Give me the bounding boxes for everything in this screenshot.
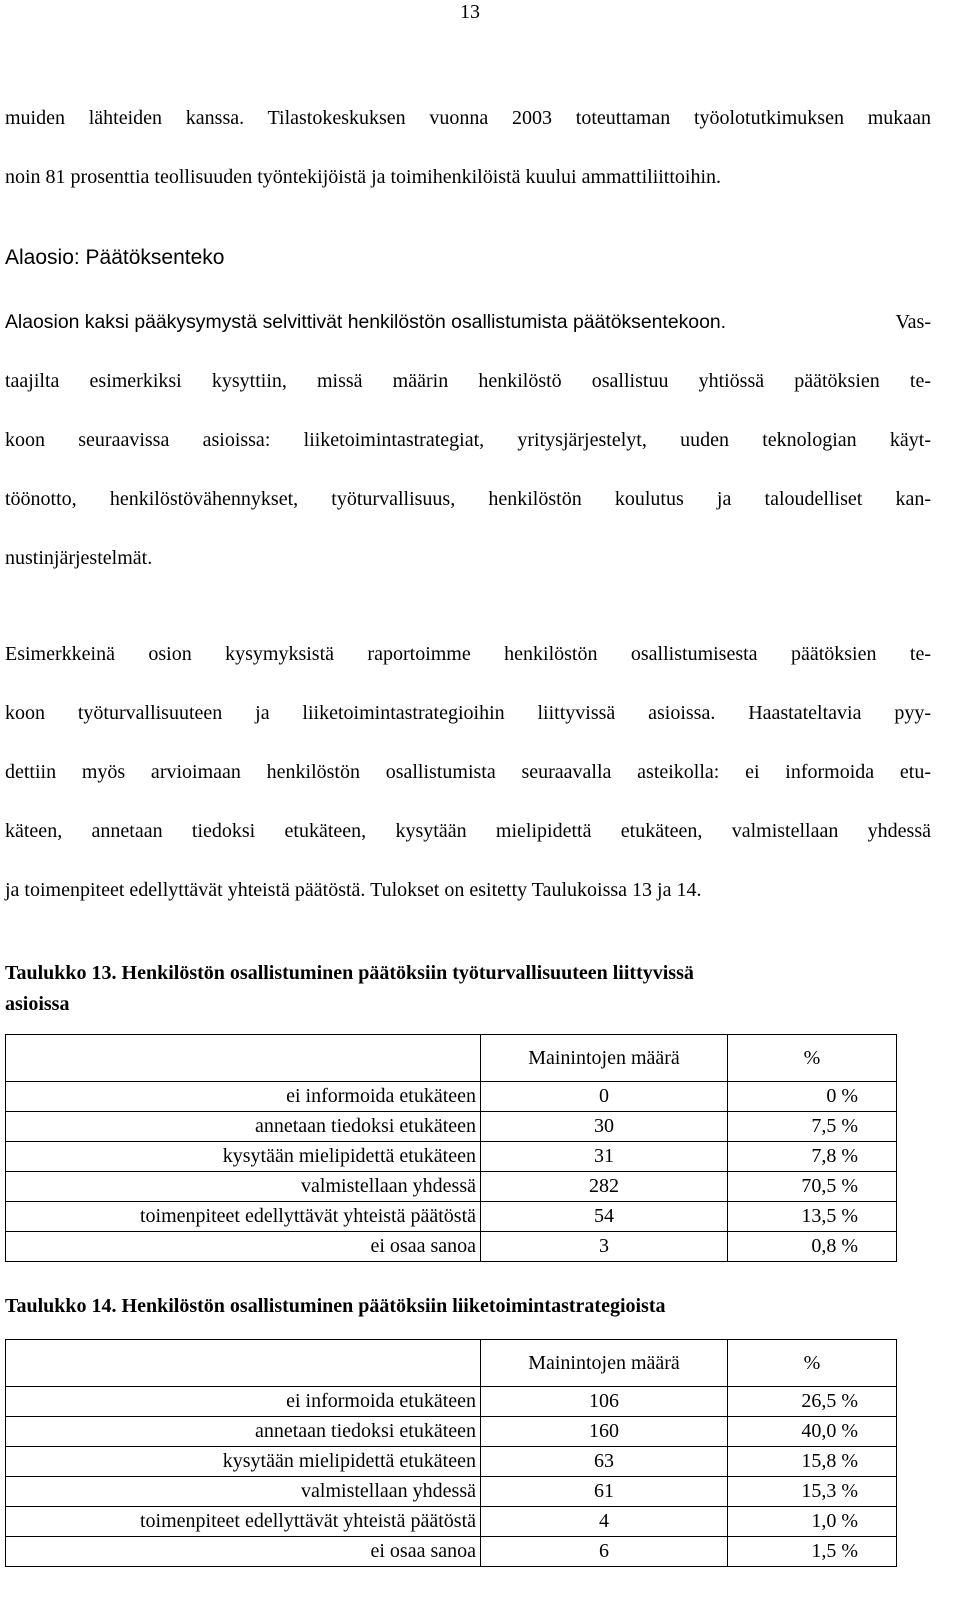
- row-percent: 7,8 %: [728, 1142, 897, 1172]
- table-row: [6, 1142, 897, 1172]
- row-label: annetaan tiedoksi etukäteen: [6, 1417, 481, 1447]
- row-label: toimenpiteet edellyttävät yhteistä päätöstä: [6, 1202, 481, 1232]
- paragraph-line: koon seuraavissa asioissa: liiketoimintastrategiat, yritysjärjestelyt, uuden teknologian käyt-: [5, 429, 931, 451]
- row-label: kysytään mielipidettä etukäteen: [6, 1142, 481, 1172]
- intro-sentence: Alaosion kaksi pääkysymystä selvittivät henkilöstön osallistumista päätöksentekoon.: [5, 311, 727, 333]
- row-label: ei informoida etukäteen: [6, 1082, 481, 1112]
- row-count: 6: [481, 1537, 728, 1567]
- row-count: 31: [481, 1142, 728, 1172]
- row-count: 106: [481, 1387, 728, 1417]
- paragraph-line: [5, 310, 931, 369]
- row-percent: 40,0 %: [728, 1417, 897, 1447]
- row-percent: 0 %: [728, 1082, 897, 1112]
- table-row: [6, 1112, 897, 1142]
- row-label: valmistellaan yhdessä: [6, 1477, 481, 1507]
- row-label: toimenpiteet edellyttävät yhteistä päätöstä: [6, 1507, 481, 1537]
- row-percent: 70,5 %: [728, 1172, 897, 1202]
- intro-tail: Vas-: [895, 311, 931, 333]
- header-cell-label: [6, 1340, 481, 1387]
- paragraph-line: muiden lähteiden kanssa. Tilastokeskuksen vuonna 2003 toteuttaman työolotutkimuksen mukaan: [5, 107, 931, 129]
- row-count: 282: [481, 1172, 728, 1202]
- row-percent: 15,8 %: [728, 1447, 897, 1477]
- paragraph-line: Esimerkkeinä osion kysymyksistä raportoimme henkilöstön osallistumisesta päätöksien te-: [5, 643, 931, 665]
- table-row: [6, 1477, 897, 1507]
- row-count: 0: [481, 1082, 728, 1112]
- row-label: annetaan tiedoksi etukäteen: [6, 1112, 481, 1142]
- table-title-line: asioissa: [5, 993, 70, 1015]
- table-header-row: [6, 1340, 897, 1387]
- table-header-row: [6, 1035, 897, 1082]
- table-row: [6, 1172, 897, 1202]
- table-row: [6, 1202, 897, 1232]
- paragraph-line: ja toimenpiteet edellyttävät yhteistä päätöstä. Tulokset on esitetty Taulukoissa 13 ja 14.: [5, 879, 702, 901]
- table-row: [6, 1082, 897, 1112]
- paragraph-line: taajilta esimerkiksi kysyttiin, missä määrin henkilöstö osallistuu yhtiössä päätöksien te-: [5, 370, 931, 392]
- table-13: [5, 1034, 897, 1262]
- paragraph-1: [5, 106, 931, 189]
- table-row: [6, 1232, 897, 1262]
- paragraph-2: [5, 310, 931, 570]
- table-row: [6, 1387, 897, 1417]
- header-cell-percent: %: [728, 1035, 897, 1082]
- table-14-title: [5, 1291, 666, 1322]
- header-cell-label: [6, 1035, 481, 1082]
- table-row: [6, 1507, 897, 1537]
- paragraph-line: töönotto, henkilöstövähennykset, työturvallisuus, henkilöstön koulutus ja taloudelliset kan-: [5, 488, 931, 510]
- row-percent: 15,3 %: [728, 1477, 897, 1507]
- row-count: 160: [481, 1417, 728, 1447]
- table-row: [6, 1417, 897, 1447]
- row-percent: 1,0 %: [728, 1507, 897, 1537]
- row-count: 61: [481, 1477, 728, 1507]
- paragraph-line: dettiin myös arvioimaan henkilöstön osallistumista seuraavalla asteikolla: ei informoida etu-: [5, 761, 931, 783]
- row-count: 30: [481, 1112, 728, 1142]
- page-number: 13: [460, 1, 480, 23]
- table-row: [6, 1447, 897, 1477]
- row-label: ei osaa sanoa: [6, 1537, 481, 1567]
- row-percent: 26,5 %: [728, 1387, 897, 1417]
- paragraph-3: [5, 642, 931, 902]
- header-cell-percent: %: [728, 1340, 897, 1387]
- header-cell-count: Mainintojen määrä: [481, 1035, 728, 1082]
- table-title-line: Taulukko 14. Henkilöstön osallistuminen päätöksiin liiketoimintastrategioista: [5, 1295, 666, 1317]
- row-count: 54: [481, 1202, 728, 1232]
- paragraph-line: käteen, annetaan tiedoksi etukäteen, kysytään mielipidettä etukäteen, valmistellaan yhdessä: [5, 820, 931, 842]
- row-percent: 1,5 %: [728, 1537, 897, 1567]
- row-count: 63: [481, 1447, 728, 1477]
- row-count: 3: [481, 1232, 728, 1262]
- table-13-title: [5, 958, 694, 1020]
- header-cell-count: Mainintojen määrä: [481, 1340, 728, 1387]
- row-count: 4: [481, 1507, 728, 1537]
- table-14: [5, 1339, 897, 1567]
- row-percent: 13,5 %: [728, 1202, 897, 1232]
- paragraph-line: nustinjärjestelmät.: [5, 547, 153, 569]
- paragraph-line: noin 81 prosenttia teollisuuden työntekijöistä ja toimihenkilöistä kuului ammattiliittoihin.: [5, 166, 722, 188]
- row-percent: 7,5 %: [728, 1112, 897, 1142]
- row-label: valmistellaan yhdessä: [6, 1172, 481, 1202]
- paragraph-line: koon työturvallisuuteen ja liiketoimintastrategioihin liittyvissä asioissa. Haastateltavia pyy-: [5, 702, 931, 724]
- table-title-line: Taulukko 13. Henkilöstön osallistuminen päätöksiin työturvallisuuteen liittyvissä: [5, 962, 694, 984]
- section-heading: Alaosio: Päätöksenteko: [5, 246, 225, 269]
- row-label: ei osaa sanoa: [6, 1232, 481, 1262]
- table-row: [6, 1537, 897, 1567]
- row-label: ei informoida etukäteen: [6, 1387, 481, 1417]
- row-label: kysytään mielipidettä etukäteen: [6, 1447, 481, 1477]
- row-percent: 0,8 %: [728, 1232, 897, 1262]
